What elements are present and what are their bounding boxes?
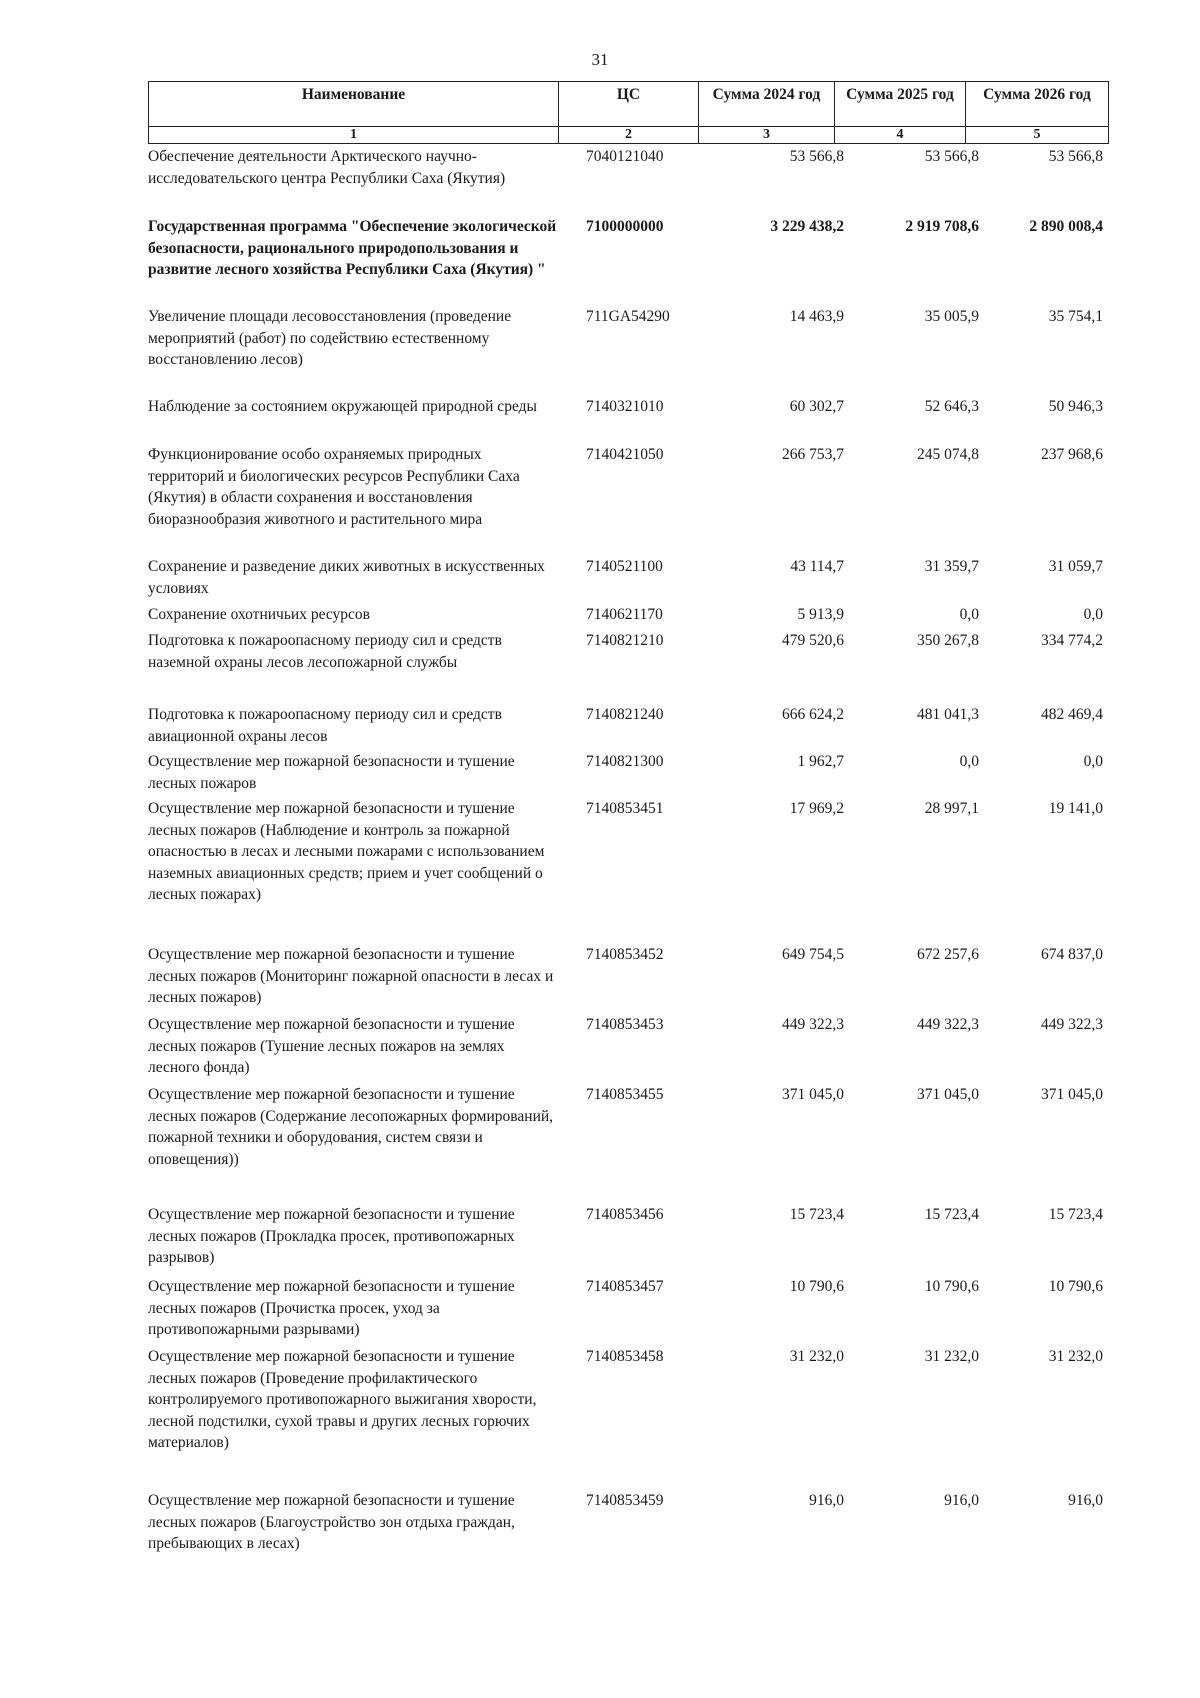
row-code: 7140821240 — [586, 706, 664, 723]
row-sum-2025: 916,0 — [944, 1492, 979, 1509]
row-sum-2026: 15 723,4 — [1048, 1206, 1103, 1223]
row-sum-2024: 3 229 438,2 — [770, 218, 844, 235]
row-name: Осуществление мер пожарной безопасности и тушение лесных пожаров (Благоустройство зон отдыха граждан, пребывающих в лесах) — [148, 1492, 515, 1552]
row-name: Осуществление мер пожарной безопасности и тушение лесных пожаров (Мониторинг пожарной опасности в лесах и лесных пожаров) — [148, 946, 554, 1006]
row-sum-2026: 482 469,4 — [1041, 706, 1103, 723]
row-sum-2025: 0,0 — [959, 606, 979, 623]
row-name: Осуществление мер пожарной безопасности и тушение лесных пожаров (Содержание лесопожарных формирований, пожарной техники и оборудования, систем связи и оповещения)) — [148, 1086, 554, 1168]
row-sum-2025: 2 919 708,6 — [905, 218, 979, 235]
row-name: Осуществление мер пожарной безопасности и тушение лесных пожаров (Проведение профилактического контролируемого противопожарного выжигания хворости, лесной подстилки, сухой травы и других лесных горючих материалов) — [148, 1348, 537, 1451]
row-sum-2024: 15 723,4 — [789, 1206, 844, 1223]
row-code: 7140853455 — [586, 1086, 664, 1103]
row-sum-2026: 19 141,0 — [1048, 800, 1103, 817]
row-sum-2025: 28 997,1 — [924, 800, 979, 817]
row-name: Наблюдение за состоянием окружающей природной среды — [148, 398, 537, 415]
row-code: 7140853451 — [586, 800, 664, 817]
row-sum-2025: 31 232,0 — [924, 1348, 979, 1365]
row-sum-2026: 334 774,2 — [1041, 632, 1103, 649]
row-sum-2025: 0,0 — [959, 753, 979, 770]
table-header — [148, 81, 1109, 144]
header-name: Наименование — [149, 82, 559, 127]
row-sum-2024: 31 232,0 — [789, 1348, 844, 1365]
row-sum-2025: 481 041,3 — [917, 706, 979, 723]
row-sum-2025: 449 322,3 — [917, 1016, 979, 1033]
row-code: 7140421050 — [586, 446, 664, 463]
row-sum-2024: 14 463,9 — [789, 308, 844, 325]
row-name: Подготовка к пожароопасному периоду сил и средств авиационной охраны лесов — [148, 706, 502, 745]
row-sum-2026: 50 946,3 — [1048, 398, 1103, 415]
row-name: Государственная программа "Обеспечение экологической безопасности, рационального природопользования и развитие лесного хозяйства Республики Саха (Якутия) " — [148, 218, 557, 278]
row-sum-2025: 10 790,6 — [924, 1278, 979, 1295]
row-code: 7140853452 — [586, 946, 664, 963]
row-name: Сохранение охотничьих ресурсов — [148, 606, 370, 623]
row-sum-2026: 2 890 008,4 — [1029, 218, 1103, 235]
row-name: Осуществление мер пожарной безопасности и тушение лесных пожаров (Наблюдение и контроль за пожарной опасностью в лесах и лесными пожарами с использованием наземных авиационных средств; прием и учет сообщений о лесных пожарах) — [148, 800, 545, 903]
row-name: Подготовка к пожароопасному периоду сил и средств наземной охраны лесов лесопожарной службы — [148, 632, 502, 671]
row-sum-2026: 31 232,0 — [1048, 1348, 1103, 1365]
row-sum-2024: 43 114,7 — [790, 558, 844, 575]
row-name: Функционирование особо охраняемых природных территорий и биологических ресурсов Республики Саха (Якутия) в области сохранения и восстановления биоразнообразия животного и растительного мира — [148, 446, 520, 528]
row-sum-2025: 15 723,4 — [924, 1206, 979, 1223]
row-sum-2025: 35 005,9 — [924, 308, 979, 325]
row-sum-2025: 53 566,8 — [924, 148, 979, 165]
row-sum-2024: 53 566,8 — [789, 148, 844, 165]
row-code: 7140321010 — [586, 398, 664, 415]
row-sum-2024: 666 624,2 — [782, 706, 844, 723]
row-sum-2025: 350 267,8 — [917, 632, 979, 649]
row-sum-2026: 0,0 — [1083, 753, 1103, 770]
row-name: Увеличение площади лесовосстановления (проведение мероприятий (работ) по содействию естественному восстановлению лесов) — [148, 308, 512, 368]
row-sum-2025: 371 045,0 — [917, 1086, 979, 1103]
row-code: 7140853458 — [586, 1348, 664, 1365]
row-sum-2024: 649 754,5 — [782, 946, 844, 963]
row-code: 7140821300 — [586, 753, 664, 770]
row-sum-2026: 449 322,3 — [1041, 1016, 1103, 1033]
row-sum-2025: 245 074,8 — [917, 446, 979, 463]
header-2024: Сумма 2024 год — [699, 82, 835, 127]
row-sum-2026: 371 045,0 — [1041, 1086, 1103, 1103]
column-number-5: 5 — [966, 127, 1109, 144]
row-code: 7140521100 — [586, 558, 663, 575]
row-name: Сохранение и разведение диких животных в искусственных условиях — [148, 558, 545, 597]
row-sum-2026: 10 790,6 — [1048, 1278, 1103, 1295]
row-sum-2026: 53 566,8 — [1048, 148, 1103, 165]
row-sum-2026: 916,0 — [1068, 1492, 1103, 1509]
row-sum-2026: 35 754,1 — [1048, 308, 1103, 325]
row-sum-2026: 31 059,7 — [1048, 558, 1103, 575]
row-code: 7140853457 — [586, 1278, 664, 1295]
row-sum-2026: 0,0 — [1083, 606, 1103, 623]
row-sum-2024: 60 302,7 — [789, 398, 844, 415]
row-code: 7140621170 — [586, 606, 663, 623]
row-sum-2025: 52 646,3 — [924, 398, 979, 415]
row-code: 7140853456 — [586, 1206, 664, 1223]
row-code: 7040121040 — [586, 148, 664, 165]
row-code: 7140853453 — [586, 1016, 664, 1033]
row-name: Обеспечение деятельности Арктического научно-исследовательского центра Республики Саха (Якутия) — [148, 148, 506, 187]
row-name: Осуществление мер пожарной безопасности и тушение лесных пожаров — [148, 753, 515, 792]
row-code: 7100000000 — [586, 218, 664, 235]
page-number: 31 — [591, 50, 609, 69]
header-2026: Сумма 2026 год — [966, 82, 1109, 127]
row-code: 7140821210 — [586, 632, 664, 649]
row-sum-2026: 237 968,6 — [1041, 446, 1103, 463]
row-sum-2024: 5 913,9 — [797, 606, 844, 623]
row-sum-2024: 10 790,6 — [789, 1278, 844, 1295]
row-sum-2025: 672 257,6 — [917, 946, 979, 963]
row-name: Осуществление мер пожарной безопасности и тушение лесных пожаров (Прочистка просек, уход за противопожарными разрывами) — [148, 1278, 515, 1338]
row-sum-2024: 449 322,3 — [782, 1016, 844, 1033]
row-sum-2024: 1 962,7 — [797, 753, 844, 770]
row-name: Осуществление мер пожарной безопасности и тушение лесных пожаров (Прокладка просек, противопожарных разрывов) — [148, 1206, 515, 1266]
row-sum-2024: 371 045,0 — [782, 1086, 844, 1103]
column-number-1: 1 — [149, 127, 559, 144]
column-number-4: 4 — [835, 127, 966, 144]
header-code: ЦС — [559, 82, 699, 127]
row-sum-2024: 17 969,2 — [789, 800, 844, 817]
row-sum-2025: 31 359,7 — [924, 558, 979, 575]
column-number-3: 3 — [699, 127, 835, 144]
row-name: Осуществление мер пожарной безопасности и тушение лесных пожаров (Тушение лесных пожаров на землях лесного фонда) — [148, 1016, 515, 1076]
row-code: 711GA54290 — [586, 308, 670, 325]
row-sum-2026: 674 837,0 — [1041, 946, 1103, 963]
row-code: 7140853459 — [586, 1492, 664, 1509]
row-sum-2024: 479 520,6 — [782, 632, 844, 649]
row-sum-2024: 266 753,7 — [782, 446, 844, 463]
row-sum-2024: 916,0 — [809, 1492, 844, 1509]
header-2025: Сумма 2025 год — [835, 82, 966, 127]
column-number-2: 2 — [559, 127, 699, 144]
